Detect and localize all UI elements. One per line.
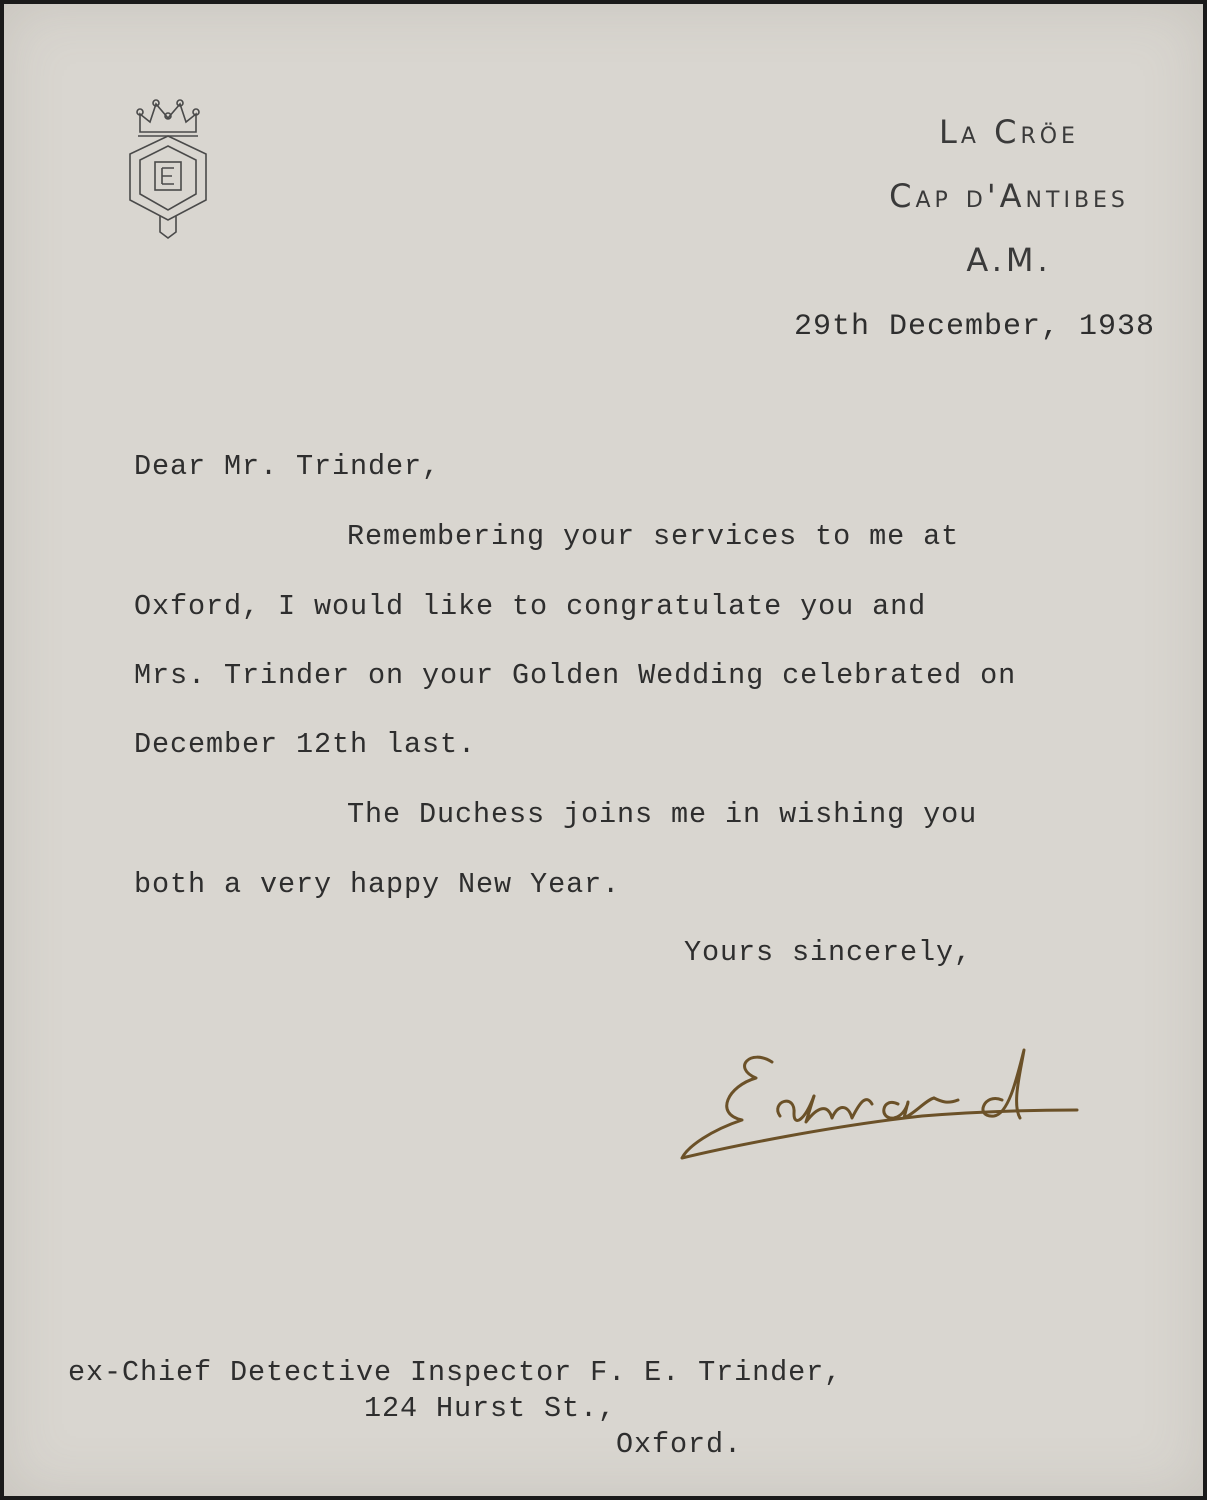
crest-icon bbox=[122, 92, 214, 242]
letter-date: 29th December, 1938 bbox=[794, 310, 1156, 344]
body-line: both a very happy New Year. bbox=[134, 868, 621, 901]
recipient-name: ex-Chief Detective Inspector F. E. Trinder, bbox=[68, 1356, 843, 1389]
recipient-city: Oxford. bbox=[616, 1428, 743, 1461]
letterhead bbox=[784, 100, 1207, 292]
signature bbox=[672, 1034, 1092, 1174]
salutation: Dear Mr. Trinder, bbox=[134, 450, 441, 483]
recipient-street: 124 Hurst St., bbox=[364, 1392, 617, 1425]
body-line: December 12th last. bbox=[134, 728, 477, 761]
body-line: Oxford, I would like to congratulate you and bbox=[134, 590, 927, 623]
closing: Yours sincerely, bbox=[684, 936, 973, 969]
letterhead-region: A.M. bbox=[966, 241, 1052, 279]
letter-page bbox=[4, 4, 1203, 1496]
body-line: The Duchess joins me in wishing you bbox=[347, 798, 978, 831]
body-line: Mrs. Trinder on your Golden Wedding celebrated on bbox=[134, 659, 1017, 692]
body-line: Remembering your services to me at bbox=[347, 520, 960, 553]
letterhead-name: La Cröe bbox=[939, 113, 1079, 151]
letterhead-place: Cap d'Antibes bbox=[889, 177, 1129, 215]
